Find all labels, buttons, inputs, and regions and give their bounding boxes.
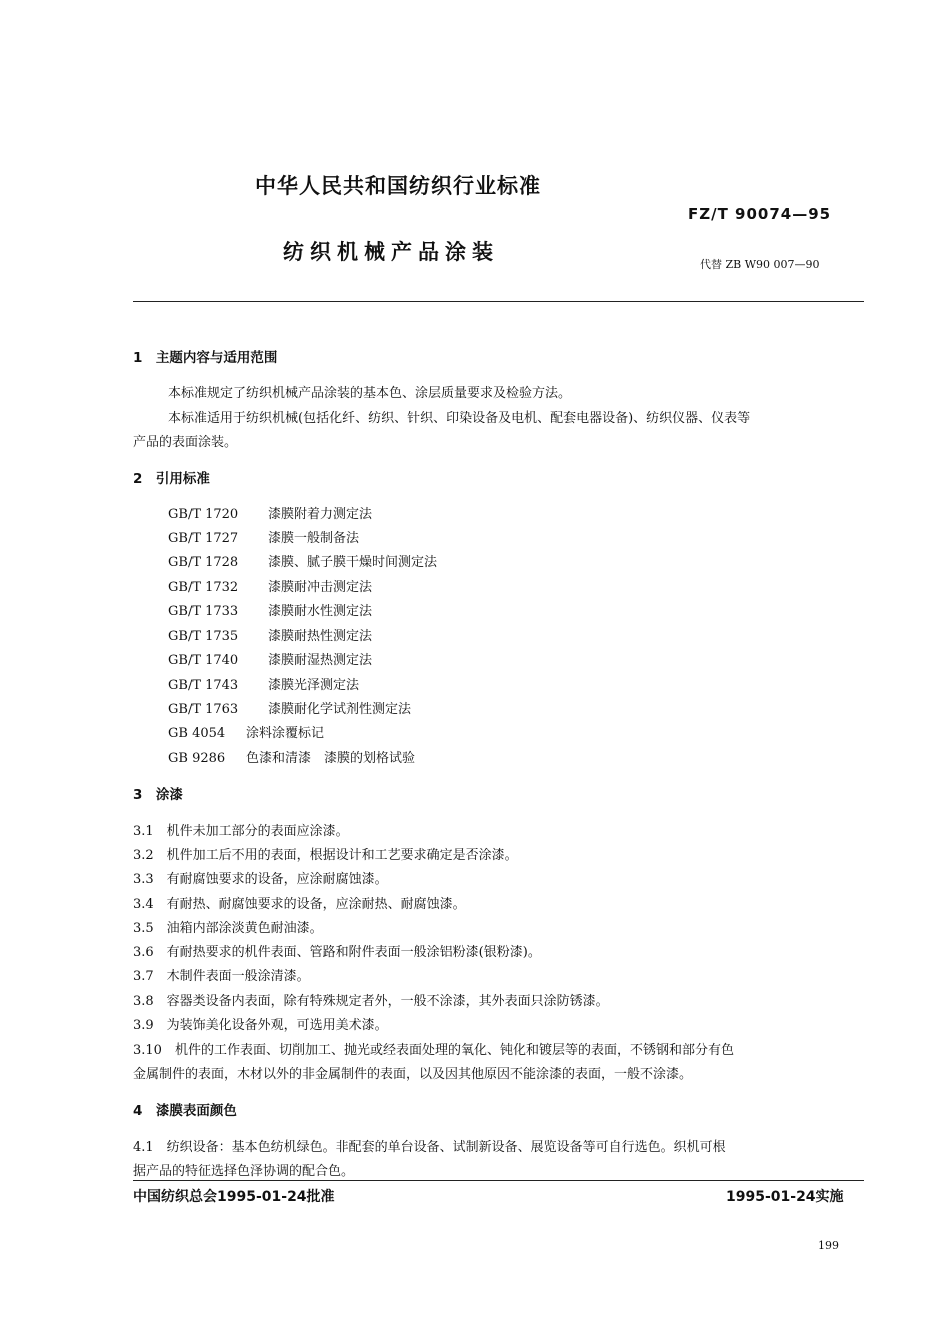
org-title: 中华人民共和国纺织行业标准 [255, 174, 541, 198]
footer-divider [133, 1180, 864, 1181]
section-3-item: 3.5 油箱内部涂淡黄色耐油漆。 [133, 921, 323, 936]
reference-title: 漆膜耐水性测定法 [268, 604, 373, 619]
reference-item [168, 551, 437, 570]
replaces-standard: 代替 ZB W90 007—90 [700, 258, 820, 271]
reference-title: 漆膜耐热性测定法 [268, 629, 373, 644]
reference-code: GB/T 1732 [168, 580, 239, 595]
reference-item [168, 674, 359, 693]
reference-item [168, 649, 372, 668]
section-3-item: 3.2 机件加工后不用的表面，根据设计和工艺要求确定是否涂漆。 [133, 848, 518, 863]
section-3-item: 3.9 为装饰美化设备外观，可选用美术漆。 [133, 1018, 388, 1033]
section-1-para-2-line-2: 产品的表面涂装。 [133, 435, 238, 450]
section-2-heading: 2 引用标准 [133, 471, 210, 487]
section-3-item: 3.8 容器类设备内表面，除有特殊规定者外，一般不涂漆，其外表面只涂防锈漆。 [133, 994, 609, 1009]
reference-title: 色漆和清漆 漆膜的划格试验 [246, 751, 416, 766]
reference-title: 漆膜、腻子膜干燥时间测定法 [268, 555, 438, 570]
reference-code: GB/T 1763 [168, 702, 239, 717]
reference-item [168, 600, 372, 619]
reference-title: 漆膜光泽测定法 [268, 678, 360, 693]
reference-title: 漆膜耐湿热测定法 [268, 653, 373, 668]
section-3-item: 3.7 木制件表面一般涂清漆。 [133, 969, 310, 984]
section-4-item-1-line-2: 据产品的特征选择色泽协调的配合色。 [133, 1164, 355, 1179]
reference-item [168, 527, 359, 546]
reference-title: 漆膜耐化学试剂性测定法 [268, 702, 412, 717]
reference-code: GB/T 1728 [168, 555, 239, 570]
effective-date: 1995-01-24实施 [726, 1189, 844, 1205]
reference-item [168, 625, 372, 644]
reference-title: 漆膜一般制备法 [268, 531, 360, 546]
reference-code: GB/T 1720 [168, 507, 239, 522]
reference-code: GB/T 1740 [168, 653, 239, 668]
reference-code: GB/T 1733 [168, 604, 239, 619]
standard-code: FZ/T 90074—95 [688, 205, 832, 223]
reference-item [168, 722, 324, 741]
section-3-item-10-line-1: 3.10 机件的工作表面、切削加工、抛光或经表面处理的氧化、钝化和镀层等的表面，不锈钢和部分有色 [133, 1043, 734, 1058]
reference-title: 漆膜耐冲击测定法 [268, 580, 373, 595]
reference-title: 漆膜附着力测定法 [268, 507, 373, 522]
section-1-heading: 1 主题内容与适用范围 [133, 350, 278, 366]
section-3-item-10-line-2: 金属制件的表面，木材以外的非金属制件的表面，以及因其他原因不能涂漆的表面，一般不涂漆。 [133, 1067, 693, 1082]
section-3-item: 3.3 有耐腐蚀要求的设备，应涂耐腐蚀漆。 [133, 872, 388, 887]
reference-code: GB/T 1735 [168, 629, 239, 644]
reference-item [168, 576, 372, 595]
section-3-heading: 3 涂漆 [133, 787, 183, 803]
reference-code: GB/T 1727 [168, 531, 239, 546]
section-3-item: 3.6 有耐热要求的机件表面、管路和附件表面一般涂铝粉漆(银粉漆)。 [133, 945, 541, 960]
approval-line: 中国纺织总会1995-01-24批准 [133, 1189, 335, 1205]
reference-code: GB/T 1743 [168, 678, 239, 693]
reference-title: 涂料涂覆标记 [246, 726, 325, 741]
section-3-item: 3.4 有耐热、耐腐蚀要求的设备，应涂耐热、耐腐蚀漆。 [133, 897, 466, 912]
header-divider [133, 301, 864, 302]
section-1-para-1: 本标准规定了纺织机械产品涂装的基本色、涂层质量要求及检验方法。 [168, 386, 572, 401]
section-3-item: 3.1 机件未加工部分的表面应涂漆。 [133, 824, 349, 839]
reference-item [168, 503, 372, 522]
document-title: 纺织机械产品涂装 [283, 240, 499, 264]
reference-code: GB 9286 [168, 751, 226, 766]
page-number: 199 [818, 1239, 839, 1252]
section-1-para-2-line-1: 本标准适用于纺织机械(包括化纤、纺织、针织、印染设备及电机、配套电器设备)、纺织仪器、仪表等 [168, 411, 751, 426]
reference-code: GB 4054 [168, 726, 226, 741]
section-4-heading: 4 漆膜表面颜色 [133, 1103, 237, 1119]
section-4-item-1-line-1: 4.1 纺织设备：基本色纺机绿色。非配套的单台设备、试制新设备、展览设备等可自行选色。织机可根 [133, 1140, 726, 1155]
reference-item [168, 747, 415, 766]
reference-item [168, 698, 411, 717]
